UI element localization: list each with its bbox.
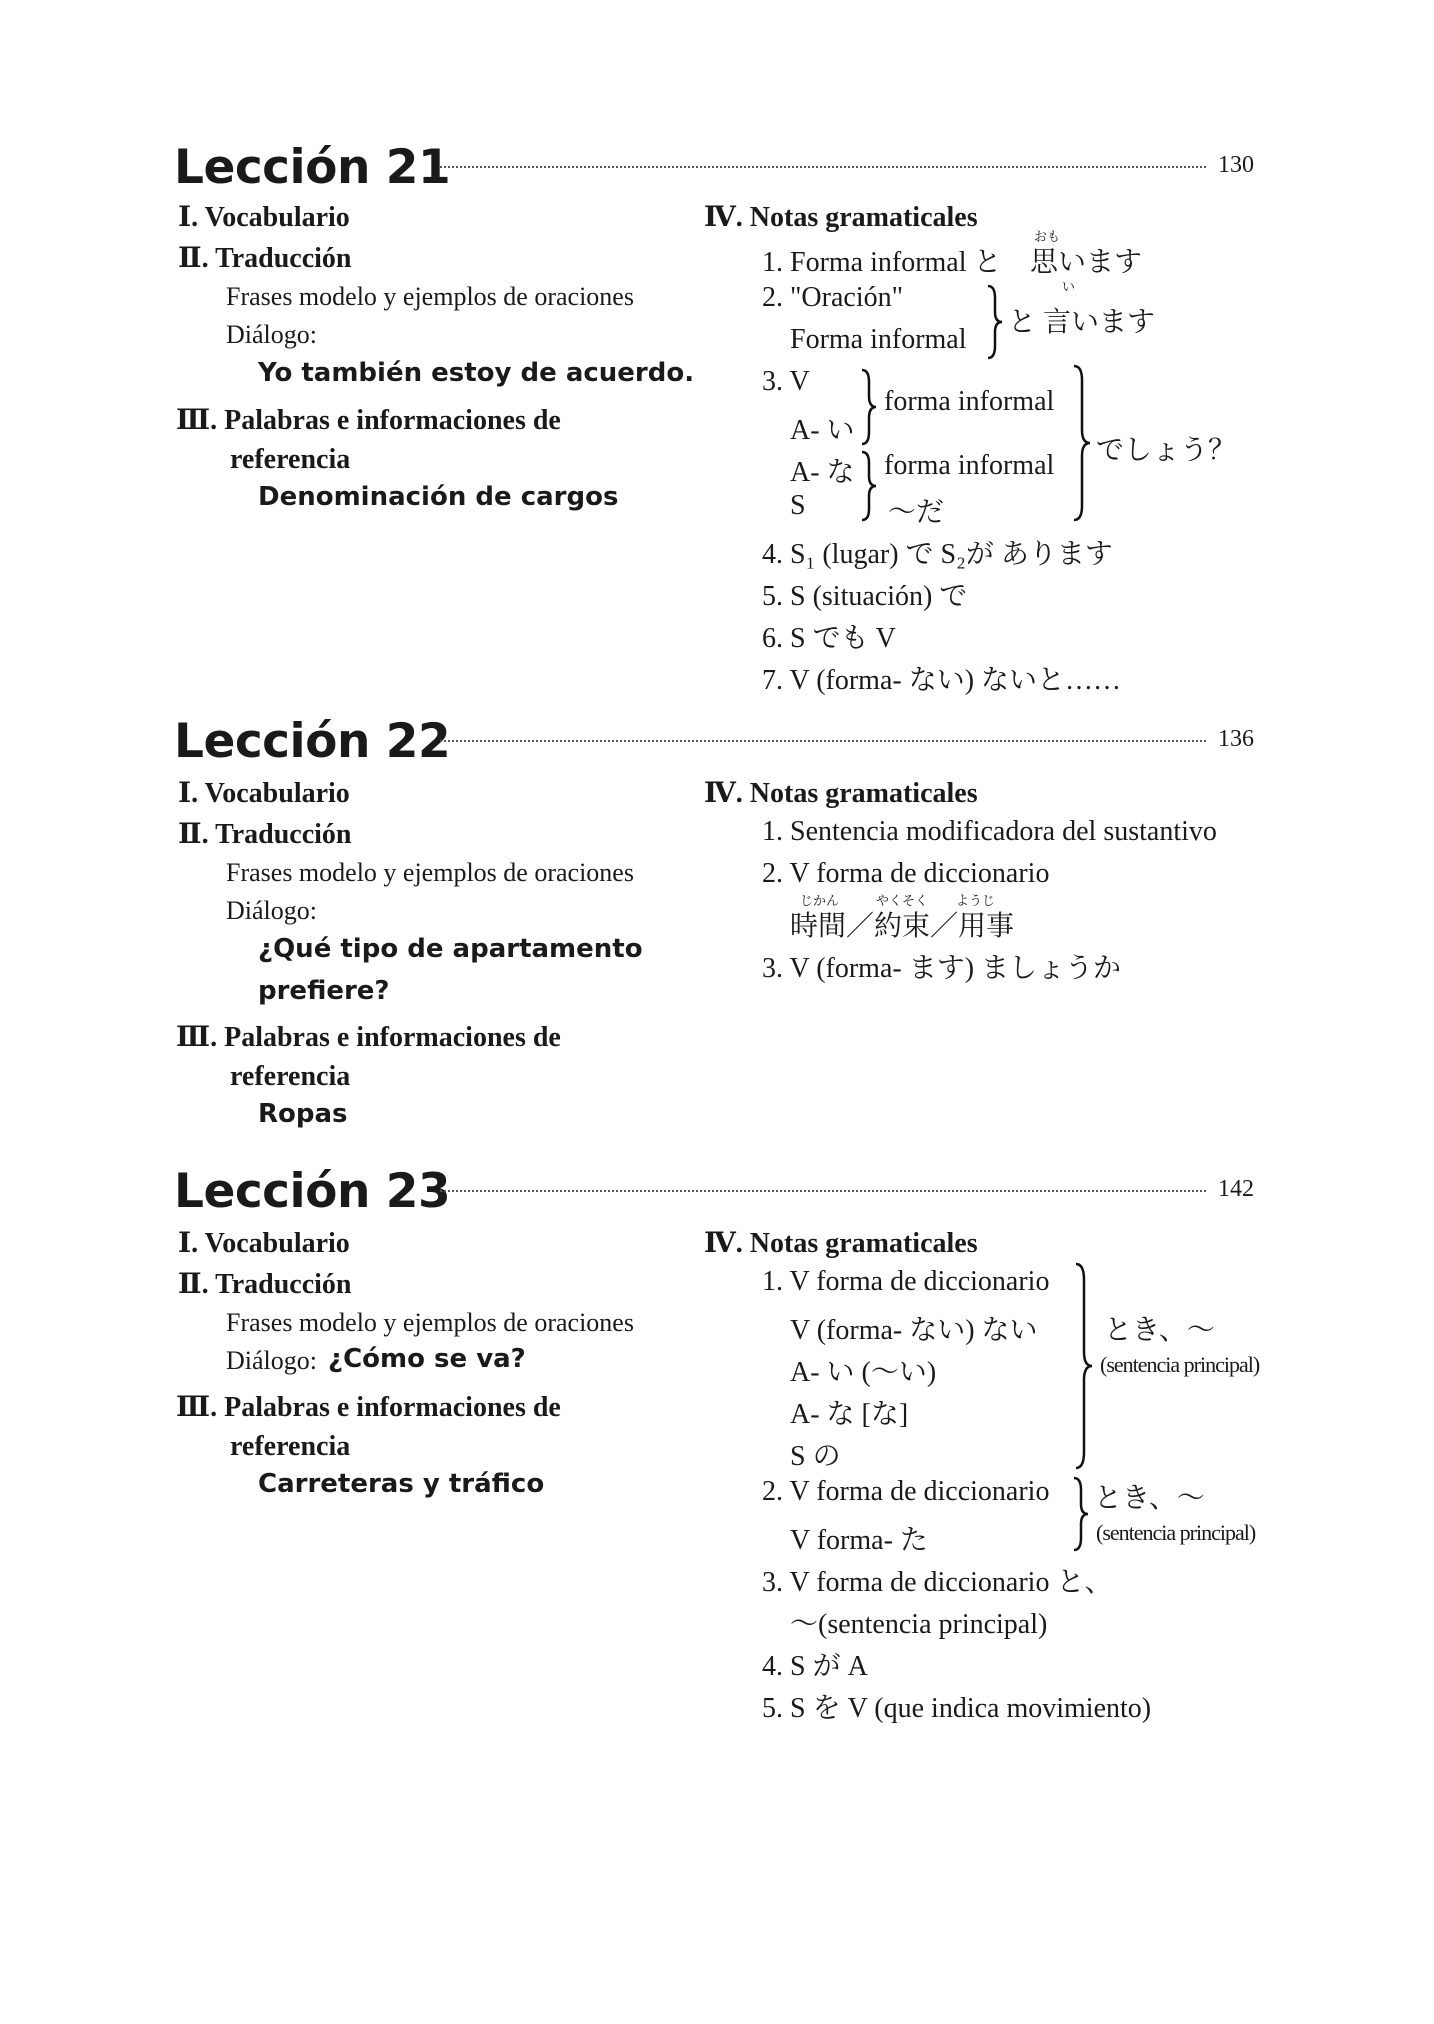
- lesson-22-page: 136: [1218, 726, 1254, 752]
- note-5: 5. S を V (que indica movimiento): [762, 1693, 1152, 1724]
- brace: [860, 368, 880, 446]
- section-palabras: Ⅲ. Palabras e informaciones de: [176, 405, 561, 436]
- sentencia-principal: (sentencia principal): [1096, 1520, 1256, 1545]
- note-2a: 2. V forma de diccionario: [762, 1476, 1050, 1507]
- note-1c: A- い (～い): [790, 1357, 937, 1388]
- note-7: 7. V (forma- ない) ないと……: [762, 665, 1122, 696]
- note-1a: 1. V forma de diccionario: [762, 1266, 1050, 1297]
- note-2: 2. V forma de diccionario: [762, 858, 1050, 889]
- leader-dots: [440, 1190, 1206, 1192]
- forma-informal-2: forma informal: [884, 450, 1055, 481]
- brace: [986, 284, 1006, 360]
- note-2b: V forma- た: [790, 1525, 928, 1556]
- note-1: 1. Forma informal と: [762, 247, 1002, 278]
- lesson-21-page: 130: [1218, 152, 1254, 178]
- note-1d: A- な [な]: [790, 1399, 909, 1430]
- da-form: ～だ: [888, 497, 945, 528]
- dialogo-title: ¿Cómo se va?: [328, 1344, 526, 1374]
- lesson-22-title: Lección 22: [174, 714, 451, 769]
- reference-title: Denominación de cargos: [258, 482, 619, 512]
- note-3d: S: [790, 490, 806, 521]
- section-palabras-cont: referencia: [230, 1431, 351, 1462]
- note-1e: S の: [790, 1441, 841, 1472]
- brace: [1072, 1476, 1092, 1552]
- sentencia-principal: (sentencia principal): [1100, 1352, 1260, 1377]
- lesson-23-page: 142: [1218, 1176, 1254, 1202]
- section-notas: Ⅳ. Notas gramaticales: [704, 202, 978, 233]
- reference-title: Carreteras y tráfico: [258, 1469, 545, 1499]
- dialogo-title: Yo también estoy de acuerdo.: [258, 358, 695, 388]
- frases-modelo: Frases modelo y ejemplos de oraciones: [226, 858, 634, 887]
- section-vocabulario: Ⅰ. Vocabulario: [178, 1228, 350, 1259]
- note-3c: A- な: [790, 457, 855, 488]
- section-palabras-cont: referencia: [230, 1061, 351, 1092]
- note-1: 1. Sentencia modificadora del sustantivo: [762, 816, 1217, 847]
- section-traduccion: Ⅱ. Traducción: [178, 243, 352, 274]
- lesson-21-title: Lección 21: [174, 140, 451, 195]
- note-4: 4. S₁ (lugar) で S₂が あります: [762, 539, 1113, 570]
- ruby: じかん: [800, 893, 840, 908]
- section-traduccion: Ⅱ. Traducción: [178, 1269, 352, 1300]
- ruby: い: [1062, 279, 1076, 294]
- note-2a: 2. "Oración": [762, 282, 904, 313]
- section-palabras: Ⅲ. Palabras e informaciones de: [176, 1022, 561, 1053]
- dialogo-label: Diálogo:: [226, 896, 317, 925]
- section-notas: Ⅳ. Notas gramaticales: [704, 778, 978, 809]
- note-6: 6. S でも V: [762, 623, 896, 654]
- note-3: 3. V (forma- ます) ましょうか: [762, 953, 1122, 984]
- frases-modelo: Frases modelo y ejemplos de oraciones: [226, 282, 634, 311]
- brace: [860, 450, 880, 522]
- section-notas: Ⅳ. Notas gramaticales: [704, 1228, 978, 1259]
- dialogo-title-cont: prefiere?: [258, 976, 390, 1006]
- dialogo-label: Diálogo:: [226, 1346, 317, 1375]
- frases-modelo: Frases modelo y ejemplos de oraciones: [226, 1308, 634, 1337]
- section-traduccion: Ⅱ. Traducción: [178, 819, 352, 850]
- dialogo-label: Diálogo:: [226, 320, 317, 349]
- leader-dots: [440, 166, 1206, 168]
- note-2-kanji: 時間／約束／用事: [790, 911, 1015, 942]
- note-1b: V (forma- ない) ない: [790, 1315, 1038, 1346]
- lesson-23-title: Lección 23: [174, 1164, 451, 1219]
- ruby: やくそく: [876, 893, 929, 908]
- note-1-kanji: 思います: [1030, 247, 1143, 278]
- brace: [1072, 364, 1094, 524]
- brace: [1074, 1262, 1096, 1472]
- section-vocabulario: Ⅰ. Vocabulario: [178, 202, 350, 233]
- toki-right: とき、～: [1094, 1483, 1205, 1514]
- toki-right: とき、～: [1104, 1315, 1215, 1346]
- note-3a: 3. V: [762, 366, 810, 397]
- section-palabras-cont: referencia: [230, 444, 351, 475]
- note-3b: ～(sentencia principal): [790, 1609, 1048, 1640]
- ruby: おも: [1034, 229, 1061, 244]
- forma-informal-1: forma informal: [884, 386, 1055, 417]
- deshou: でしょう？: [1096, 435, 1237, 466]
- dialogo-title: ¿Qué tipo de apartamento: [258, 934, 643, 964]
- ruby: ようじ: [956, 893, 996, 908]
- leader-dots: [440, 740, 1206, 742]
- note-4: 4. S が A: [762, 1651, 868, 1682]
- note-3a: 3. V forma de diccionario と、: [762, 1567, 1113, 1598]
- reference-title: Ropas: [258, 1099, 348, 1129]
- section-vocabulario: Ⅰ. Vocabulario: [178, 778, 350, 809]
- note-3b: A- い: [790, 415, 855, 446]
- note-2b: Forma informal: [790, 324, 967, 355]
- section-palabras: Ⅲ. Palabras e informaciones de: [176, 1392, 561, 1423]
- note-5: 5. S (situación) で: [762, 581, 968, 612]
- note-2-right: と 言います: [1008, 307, 1156, 338]
